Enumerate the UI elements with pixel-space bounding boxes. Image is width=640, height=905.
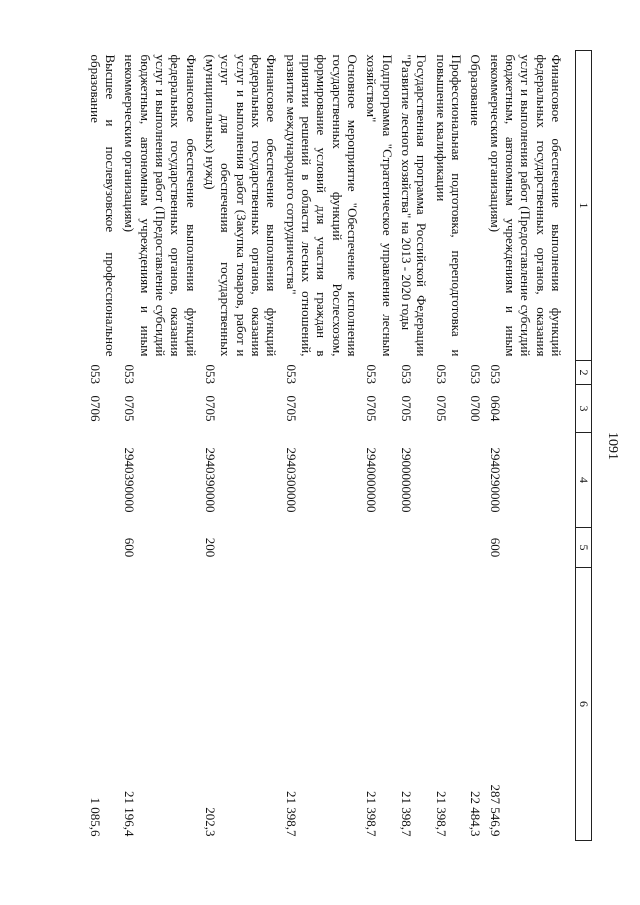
column-header: 1 (575, 51, 591, 361)
amount: 21 398,7 (283, 791, 299, 837)
target-article-code (431, 433, 466, 528)
section-code: 0705 (122, 395, 138, 422)
table-row (201, 51, 282, 841)
expense-type-code (397, 528, 432, 568)
amount: 21 398,7 (398, 791, 414, 837)
target-article-code (466, 433, 485, 528)
expense-type-code: 200 (202, 537, 218, 558)
table-row (120, 51, 201, 841)
ministry-code: 053 (433, 364, 449, 384)
section-code: 0705 (202, 395, 218, 422)
table-row (281, 51, 362, 841)
target-article-code: 2940390000 (202, 447, 218, 513)
ministry-code: 053 (283, 364, 299, 384)
page-number: 1091 (605, 432, 620, 460)
budget-table (81, 50, 592, 841)
ministry-code (81, 361, 85, 385)
amount: 1 085,6 (87, 797, 103, 837)
table-row (466, 51, 485, 841)
amount: 202,3 (202, 807, 218, 837)
expense-type-code (85, 528, 120, 568)
amount: 21 196,4 (122, 791, 138, 837)
target-article-code: 2940390000 (122, 447, 138, 513)
column-header: 4 (575, 433, 591, 528)
section-code (81, 385, 85, 433)
target-article-code: 2900000000 (398, 447, 414, 513)
row-name: Профессиональная подготовка, переподготовка и повышение квалификации (433, 54, 464, 357)
amount: 287 546,9 (487, 784, 503, 837)
section-code: 0705 (364, 395, 380, 422)
row-name: Подпрограмма "Стратегическое управление лесным хозяйством" (364, 54, 395, 357)
ministry-code: 053 (468, 364, 484, 384)
amount (81, 568, 85, 841)
ministry-code: 053 (398, 364, 414, 384)
expense-type-code (466, 528, 485, 568)
row-name: Финансовое обеспечение выполнения функций федеральных государственных органов, оказания услуг и выполнения работ (Предоставление субсидий бюджетным, автономным учреждениям и иным некоммерческим организациям) (487, 54, 564, 357)
expense-type-code: 600 (487, 537, 503, 558)
expense-type-code (362, 528, 397, 568)
target-article-code: 2940000000 (364, 447, 380, 513)
column-header: 6 (575, 568, 591, 841)
ministry-code: 053 (202, 364, 218, 384)
row-name: Финансовое обеспечение выполнения функций федеральных государственных органов, оказания услуг и выполнения работ (Закупка товаров, работ и услуг для обеспечения государственных (муниципальных) нужд) (202, 54, 280, 357)
ministry-code: 053 (364, 364, 380, 384)
ministry-code: 053 (122, 364, 138, 384)
amount: 21 398,7 (364, 791, 380, 837)
table-row (362, 51, 397, 841)
table-row (431, 51, 466, 841)
section-code: 0700 (468, 395, 484, 422)
row-name: Образование (468, 54, 484, 126)
amount: 22 484,3 (468, 791, 484, 837)
target-article-code (85, 433, 120, 528)
section-code: 0705 (283, 395, 299, 422)
column-header: 5 (575, 528, 591, 568)
row-name (81, 51, 85, 361)
ministry-code: 053 (487, 364, 503, 384)
target-article-code: 2940290000 (487, 447, 503, 513)
row-name: Государственная программа Российской Федерации "Развитие лесного хозяйства" на 2013 - 2020 годы (398, 54, 430, 357)
section-code: 0706 (87, 395, 103, 422)
section-code: 0705 (433, 395, 449, 422)
expense-type-code (431, 528, 466, 568)
table-row (485, 51, 566, 841)
expense-type-code (81, 528, 85, 568)
table-row (81, 51, 85, 841)
section-code: 0705 (398, 395, 414, 422)
column-header: 3 (575, 385, 591, 433)
rotated-budget-page (80, 30, 640, 862)
amount: 21 398,7 (433, 791, 449, 837)
column-header: 2 (575, 361, 591, 385)
row-name: Финансовое обеспечение выполнения функций федеральных государственных органов, оказания услуг и выполнения работ (Предоставление субсидий бюджетным, автономным учреждениям и иным некоммерческим организациям) (122, 54, 199, 357)
row-name: Основное мероприятие "Обеспечение исполнения государственных функций Рослесхозом, формирование условий для участия граждан в принятии решений в области лесных отношений, развитие международного сотрудничества" (283, 54, 360, 357)
section-code: 0604 (487, 395, 503, 422)
target-article-code: 2940300000 (283, 447, 299, 513)
target-article-code (81, 433, 85, 528)
table-row (85, 51, 120, 841)
table-row (397, 51, 432, 841)
expense-type-code (281, 528, 362, 568)
expense-type-code: 600 (122, 537, 138, 558)
row-name: Высшее и послевузовское профессиональное образование (87, 54, 118, 357)
ministry-code: 053 (87, 364, 103, 384)
table-header-row (575, 51, 591, 841)
